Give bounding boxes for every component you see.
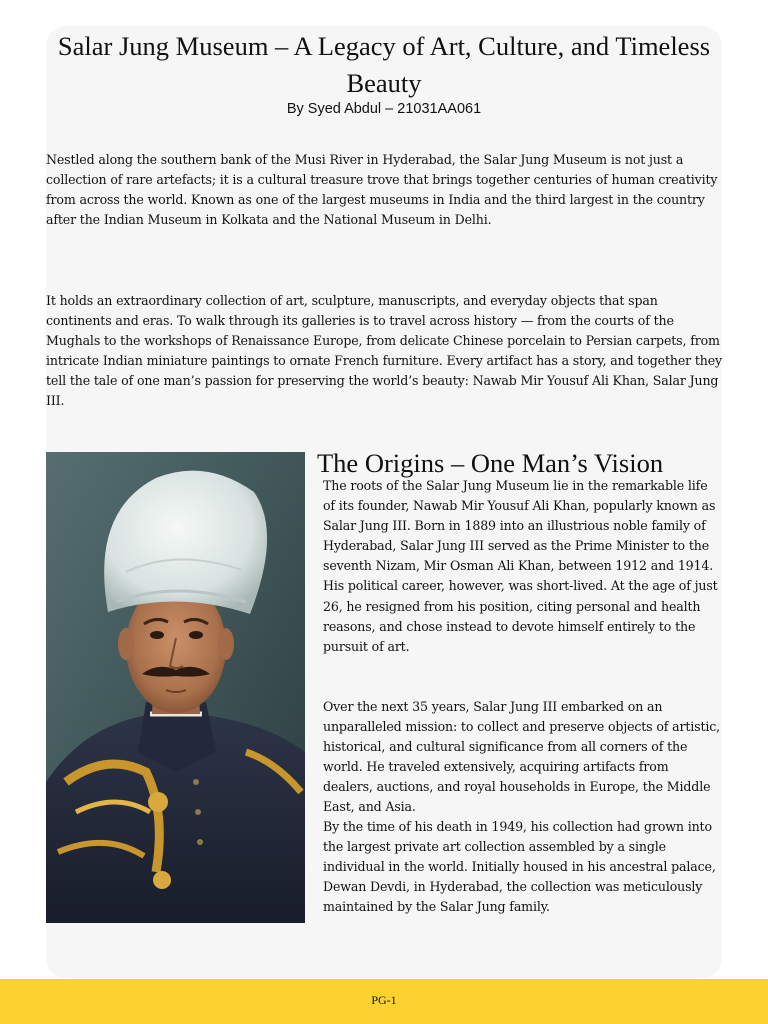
section-paragraph: Over the next 35 years, Salar Jung III embarked on an unparalleled mission: to collect and preserve objects of artistic, historical, and cultural significance from all corners of the world. He traveled extensively, acquiring artifacts from dealers, auctions, and royal households in Europe, the Middle East, and Asia. [323,699,721,815]
section-paragraph: By the time of his death in 1949, his collection had grown into the largest private art collection assembled by a single individual in the world. Initially housed in his ancestral palace, Dewan Devdi, in Hyderabad, the collection was meticulously maintained by the Salar Jung family. [323,819,716,915]
article-title: Salar Jung Museum – A Legacy of Art, Culture, and Timeless Beauty [57,31,711,98]
founder-portrait [46,452,305,923]
section-paragraph: The roots of the Salar Jung Museum lie in the remarkable life of its founder, Nawab Mir Yousuf Ali Khan, popularly known as Salar Jung III. Born in 1889 into an illustrious noble family of Hyderabad, Salar Jung III served as the Prime Minister to the seventh Nizam, Mir Osman Ali Khan, between 1912 and 1914. His political career, however, was short-lived. At the age of just 26, he resigned from his position, citing personal and health reasons, and chose instead to devote himself entirely to the pursuit of art. [323,478,718,654]
page-number: PG-1 [371,993,397,1007]
intro-paragraph: Nestled along the southern bank of the Musi River in Hyderabad, the Salar Jung Museum is not just a collection of rare artefacts; it is a cultural treasure trove that brings together centuries of human creativity from across the world. Known as one of the largest museums in India and the third largest in the country after the Indian Museum in Kolkata and the National Museum in Delhi. [46,152,718,228]
author-byline: By Syed Abdul – 21031AA061 [286,101,482,117]
intro-paragraph: It holds an extraordinary collection of art, sculpture, manuscripts, and everyday objects that span continents and eras. To walk through its galleries is to travel across history — from the courts of the Mughals to the workshops of Renaissance Europe, from delicate Chinese porcelain to Persian carpets, from intricate Indian miniature paintings to ornate French furniture. Every artifact has a story, and together they tell the tale of one man’s passion for preserving the world’s beauty: Nawab Mir Yousuf Ali Khan, Salar Jung III. [46,293,722,409]
section-heading: The Origins – One Man’s Vision [317,448,664,478]
